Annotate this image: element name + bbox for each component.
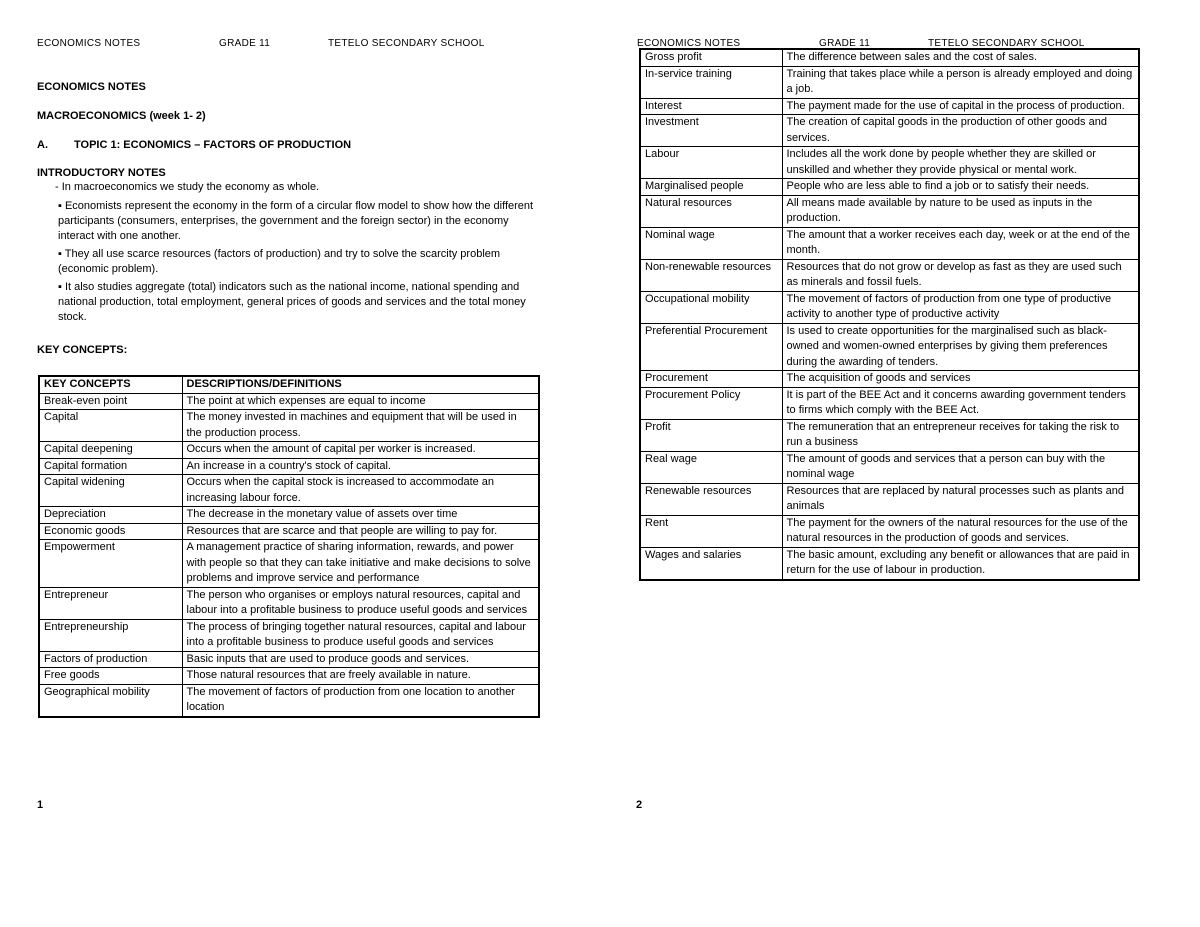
definition-cell: It is part of the BEE Act and it concerns awarding government tenders to firms which comply with the BEE Act.: [782, 387, 1139, 419]
table-row: [39, 668, 539, 685]
concept-cell: Natural resources: [640, 195, 782, 227]
definition-cell: The creation of capital goods in the production of other goods and services.: [782, 115, 1139, 147]
concept-cell: Interest: [640, 98, 782, 115]
table-row: [640, 515, 1139, 547]
document-title: ECONOMICS NOTES: [37, 81, 146, 93]
definition-cell: The payment for the owners of the natural resources for the use of the natural resources in the production of goods and services.: [782, 515, 1139, 547]
header-subject: ECONOMICS NOTES: [637, 38, 741, 49]
concept-cell: Nominal wage: [640, 227, 782, 259]
table-row: [39, 410, 539, 442]
table-row: [39, 442, 539, 459]
concept-cell: Gross profit: [640, 49, 782, 66]
definition-cell: A management practice of sharing information, rewards, and power with people so that they can take initiative and make decisions to solve problems and improve service and performance: [182, 540, 539, 588]
table-row: [640, 451, 1139, 483]
table-row: [39, 684, 539, 717]
table-row: [39, 507, 539, 524]
table-row: [640, 115, 1139, 147]
table-row: [640, 323, 1139, 371]
definition-cell: The payment made for the use of capital in the process of production.: [782, 98, 1139, 115]
table-row: [640, 419, 1139, 451]
definition-cell: The amount of goods and services that a person can buy with the nominal wage: [782, 451, 1139, 483]
topic-heading: TOPIC 1: ECONOMICS – FACTORS OF PRODUCTION: [74, 139, 352, 151]
table-row: [640, 291, 1139, 323]
table-row: [39, 458, 539, 475]
column-header: KEY CONCEPTS: [39, 376, 182, 393]
table-row: [39, 393, 539, 410]
definition-cell: Is used to create opportunities for the marginalised such as black-owned and women-owned enterprises by giving them preferences during the awarding of tenders.: [782, 323, 1139, 371]
page-2: [600, 0, 1200, 927]
definition-cell: Resources that are scarce and that people are willing to pay for.: [182, 523, 539, 540]
definition-cell: The amount that a worker receives each day, week or at the end of the month.: [782, 227, 1139, 259]
table-row: [640, 195, 1139, 227]
concept-cell: Procurement: [640, 371, 782, 388]
table-header-row: [39, 376, 539, 393]
table-row: [39, 619, 539, 651]
concept-cell: Investment: [640, 115, 782, 147]
table-row: [39, 540, 539, 588]
table-row: [640, 227, 1139, 259]
concept-cell: Labour: [640, 147, 782, 179]
topic-letter: A.: [37, 139, 48, 151]
concept-cell: Rent: [640, 515, 782, 547]
intro-bullet: ▪ They all use scarce resources (factors of production) and try to solve the scarcity problem (economic problem).: [58, 248, 501, 275]
intro-notes: [37, 180, 542, 325]
concept-cell: Procurement Policy: [640, 387, 782, 419]
concept-cell: Non-renewable resources: [640, 259, 782, 291]
definition-cell: People who are less able to find a job or to satisfy their needs.: [782, 179, 1139, 196]
header-school: TETELO SECONDARY SCHOOL: [928, 38, 1085, 49]
concept-cell: Capital: [39, 410, 182, 442]
definition-cell: The acquisition of goods and services: [782, 371, 1139, 388]
table-row: [640, 387, 1139, 419]
concept-cell: In-service training: [640, 66, 782, 98]
definition-cell: The point at which expenses are equal to income: [182, 393, 539, 410]
definition-cell: The difference between sales and the cost of sales.: [782, 49, 1139, 66]
intro-bullet: ▪ Economists represent the economy in the form of a circular flow model to show how the different participants (consumers, enterprises, the government and the foreign sector) in the economy interact with one another.: [58, 200, 534, 242]
concept-cell: Factors of production: [39, 651, 182, 668]
key-concepts-heading: KEY CONCEPTS:: [37, 344, 128, 356]
intro-dash-item: - In macroeconomics we study the economy as whole.: [55, 181, 320, 193]
key-concepts-table: [38, 375, 540, 718]
header-school: TETELO SECONDARY SCHOOL: [328, 38, 485, 49]
concept-cell: Capital deepening: [39, 442, 182, 459]
definition-cell: All means made available by nature to be used as inputs in the production.: [782, 195, 1139, 227]
header-grade: GRADE 11: [219, 38, 271, 49]
table-row: [39, 475, 539, 507]
definition-cell: Includes all the work done by people whether they are skilled or unskilled and whether they provide physical or mental work.: [782, 147, 1139, 179]
header-grade: GRADE 11: [819, 38, 871, 49]
concept-cell: Geographical mobility: [39, 684, 182, 717]
definition-cell: Basic inputs that are used to produce goods and services.: [182, 651, 539, 668]
concept-cell: Marginalised people: [640, 179, 782, 196]
definition-cell: Occurs when the amount of capital per worker is increased.: [182, 442, 539, 459]
macro-heading: MACROECONOMICS (week 1- 2): [37, 110, 206, 122]
definition-cell: Occurs when the capital stock is increased to accommodate an increasing labour force.: [182, 475, 539, 507]
table-row: [640, 49, 1139, 66]
concept-cell: Empowerment: [39, 540, 182, 588]
key-concepts-table-continued: [639, 48, 1140, 581]
concept-cell: Capital formation: [39, 458, 182, 475]
concept-cell: Renewable resources: [640, 483, 782, 515]
table-row: [640, 66, 1139, 98]
concept-cell: Entrepreneur: [39, 587, 182, 619]
intro-heading: INTRODUCTORY NOTES: [37, 167, 166, 179]
table-row: [39, 651, 539, 668]
definition-cell: An increase in a country's stock of capital.: [182, 458, 539, 475]
table-row: [640, 547, 1139, 580]
concept-cell: Entrepreneurship: [39, 619, 182, 651]
definition-cell: The decrease in the monetary value of assets over time: [182, 507, 539, 524]
definition-cell: Resources that are replaced by natural processes such as plants and animals: [782, 483, 1139, 515]
concept-cell: Occupational mobility: [640, 291, 782, 323]
concept-cell: Free goods: [39, 668, 182, 685]
column-header: DESCRIPTIONS/DEFINITIONS: [182, 376, 539, 393]
table-row: [640, 483, 1139, 515]
table-row: [640, 179, 1139, 196]
definition-cell: The basic amount, excluding any benefit or allowances that are paid in return for the use of labour in production.: [782, 547, 1139, 580]
concept-cell: Depreciation: [39, 507, 182, 524]
table-row: [640, 259, 1139, 291]
definition-cell: Training that takes place while a person is already employed and doing a job.: [782, 66, 1139, 98]
concept-cell: Capital widening: [39, 475, 182, 507]
page-number: 2: [636, 799, 643, 811]
page-number: 1: [37, 799, 44, 811]
concept-cell: Break-even point: [39, 393, 182, 410]
header-subject: ECONOMICS NOTES: [37, 38, 141, 49]
definition-cell: The remuneration that an entrepreneur receives for taking the risk to run a business: [782, 419, 1139, 451]
definition-cell: The movement of factors of production from one type of productive activity to another type of productive activity: [782, 291, 1139, 323]
table-row: [640, 371, 1139, 388]
concept-cell: Real wage: [640, 451, 782, 483]
definition-cell: Resources that do not grow or develop as fast as they are used such as minerals and fossil fuels.: [782, 259, 1139, 291]
definition-cell: The movement of factors of production from one location to another location: [182, 684, 539, 717]
concept-cell: Wages and salaries: [640, 547, 782, 580]
concept-cell: Economic goods: [39, 523, 182, 540]
table-row: [640, 98, 1139, 115]
definition-cell: The process of bringing together natural resources, capital and labour into a profitable business to produce useful goods and services: [182, 619, 539, 651]
concept-cell: Preferential Procurement: [640, 323, 782, 371]
intro-bullet: ▪ It also studies aggregate (total) indicators such as the national income, national spending and national production, total employment, general prices of goods and services and the total money stock.: [58, 281, 526, 323]
table-row: [640, 147, 1139, 179]
table-row: [39, 587, 539, 619]
definition-cell: The person who organises or employs natural resources, capital and labour into a profitable business to produce useful goods and services: [182, 587, 539, 619]
table-row: [39, 523, 539, 540]
definition-cell: The money invested in machines and equipment that will be used in the production process.: [182, 410, 539, 442]
definition-cell: Those natural resources that are freely available in nature.: [182, 668, 539, 685]
concept-cell: Profit: [640, 419, 782, 451]
